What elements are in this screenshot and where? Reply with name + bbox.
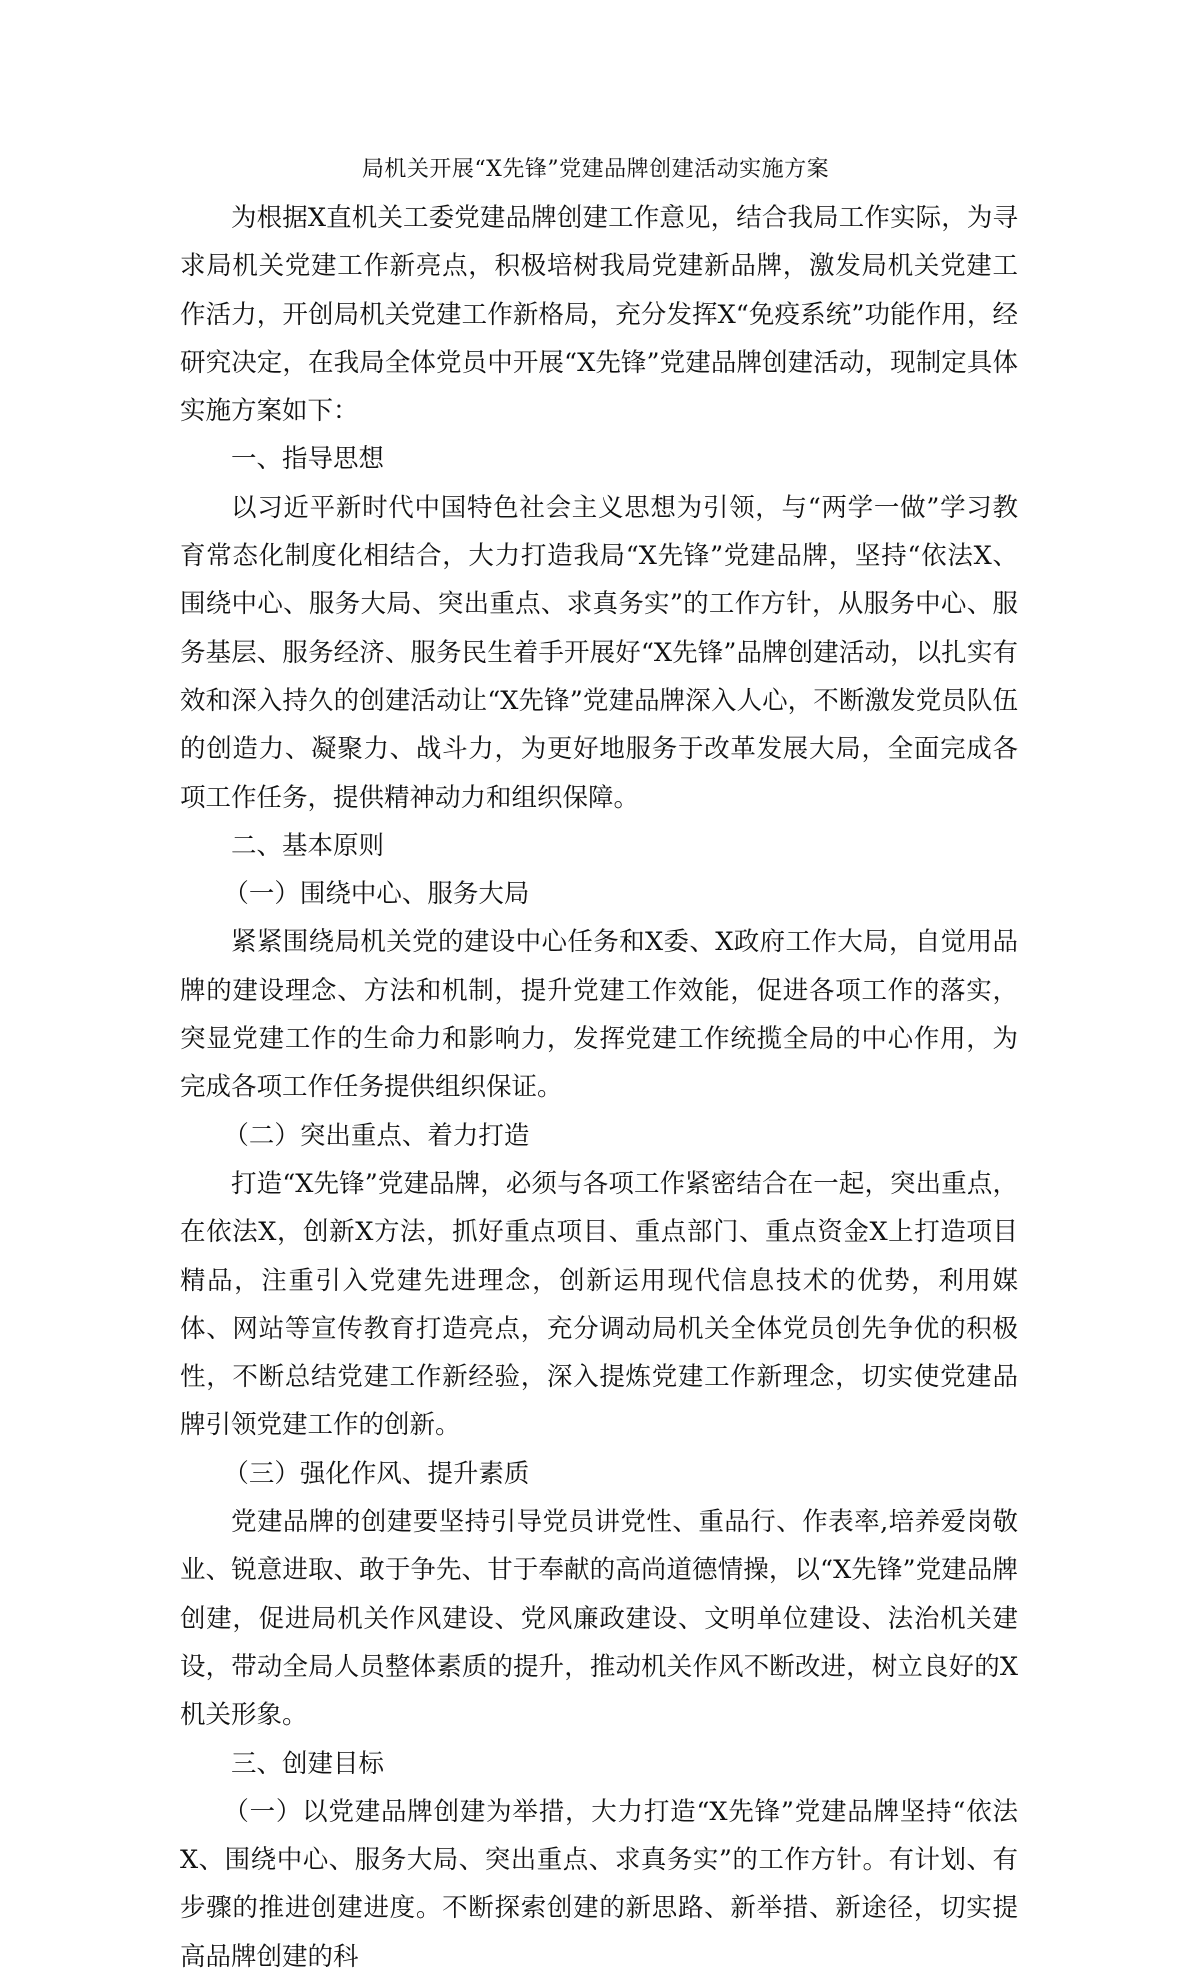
section-1-paragraph: 以习近平新时代中国特色社会主义思想为引领，与“两学一做”学习教育常态化制度化相结合，大力打造我局“X先锋”党建品牌，坚持“依法X、围绕中心、服务大局、突出重点、求真务实”的工作方针，从服务中心、服务基层、服务经济、服务民生着手开展好“X先锋”品牌创建活动，以扎实有效和深入持久的创建活动让“X先锋”党建品牌深入人心，不断激发党员队伍的创造力、凝聚力、战斗力，为更好地服务于改革发展大局，全面完成各项工作任务，提供精神动力和组织保障。	[180, 492, 1018, 813]
document-body	[180, 194, 1018, 1981]
intro-paragraph: 为根据X直机关工委党建品牌创建工作意见，结合我局工作实际，为寻求局机关党建工作新亮点，积极培树我局党建新品牌，激发局机关党建工作活力，开创局机关党建工作新格局，充分发挥X“免疫系统”功能作用，经研究决定，在我局全体党员中开展“X先锋”党建品牌创建活动，现制定具体实施方案如下：	[180, 203, 1018, 427]
section-2-sub-2-heading: （二）突出重点、着力打造	[223, 1120, 530, 1151]
section-2-sub-1-paragraph: 紧紧围绕局机关党的建设中心任务和X委、X政府工作大局，自觉用品牌的建设理念、方法和机制，提升党建工作效能，促进各项工作的落实，突显党建工作的生命力和影响力，发挥党建工作统揽全局的中心作用，为完成各项工作任务提供组织保证。	[180, 927, 1018, 1103]
section-2-heading: 二、基本原则	[231, 830, 385, 861]
section-2-sub-3-paragraph: 党建品牌的创建要坚持引导党员讲党性、重品行、作表率,培养爱岗敬业、锐意进取、敢于争先、甘于奉献的高尚道德情操，以“X先锋”党建品牌创建，促进局机关作风建设、党风廉政建设、文明单位建设、法治机关建设，带动全局人员整体素质的提升，推动机关作风不断改进，树立良好的X机关形象。	[180, 1507, 1018, 1731]
section-1-heading: 一、指导思想	[231, 444, 385, 475]
section-3-heading: 三、创建目标	[231, 1748, 385, 1779]
section-2-sub-1-heading: （一）围绕中心、服务大局	[223, 879, 530, 910]
section-2-sub-3-heading: （三）强化作风、提升素质	[223, 1458, 530, 1489]
section-3-paragraph: （一）以党建品牌创建为举措，大力打造“X先锋”党建品牌坚持“依法X、围绕中心、服务大局、突出重点、求真务实”的工作方针。有计划、有步骤的推进创建进度。不断探索创建的新思路、新举措、新途径，切实提高品牌创建的科	[180, 1796, 1018, 1972]
section-2-sub-2-paragraph: 打造“X先锋”党建品牌，必须与各项工作紧密结合在一起，突出重点，在依法X，创新X方法，抓好重点项目、重点部门、重点资金X上打造项目精品，注重引入党建先进理念，创新运用现代信息技术的优势，利用媒体、网站等宣传教育打造亮点，充分调动局机关全体党员创先争优的积极性，不断总结党建工作新经验，深入提炼党建工作新理念，切实使党建品牌引领党建工作的创新。	[180, 1168, 1018, 1441]
document-title: 局机关开展“X先锋”党建品牌创建活动实施方案	[361, 157, 830, 182]
